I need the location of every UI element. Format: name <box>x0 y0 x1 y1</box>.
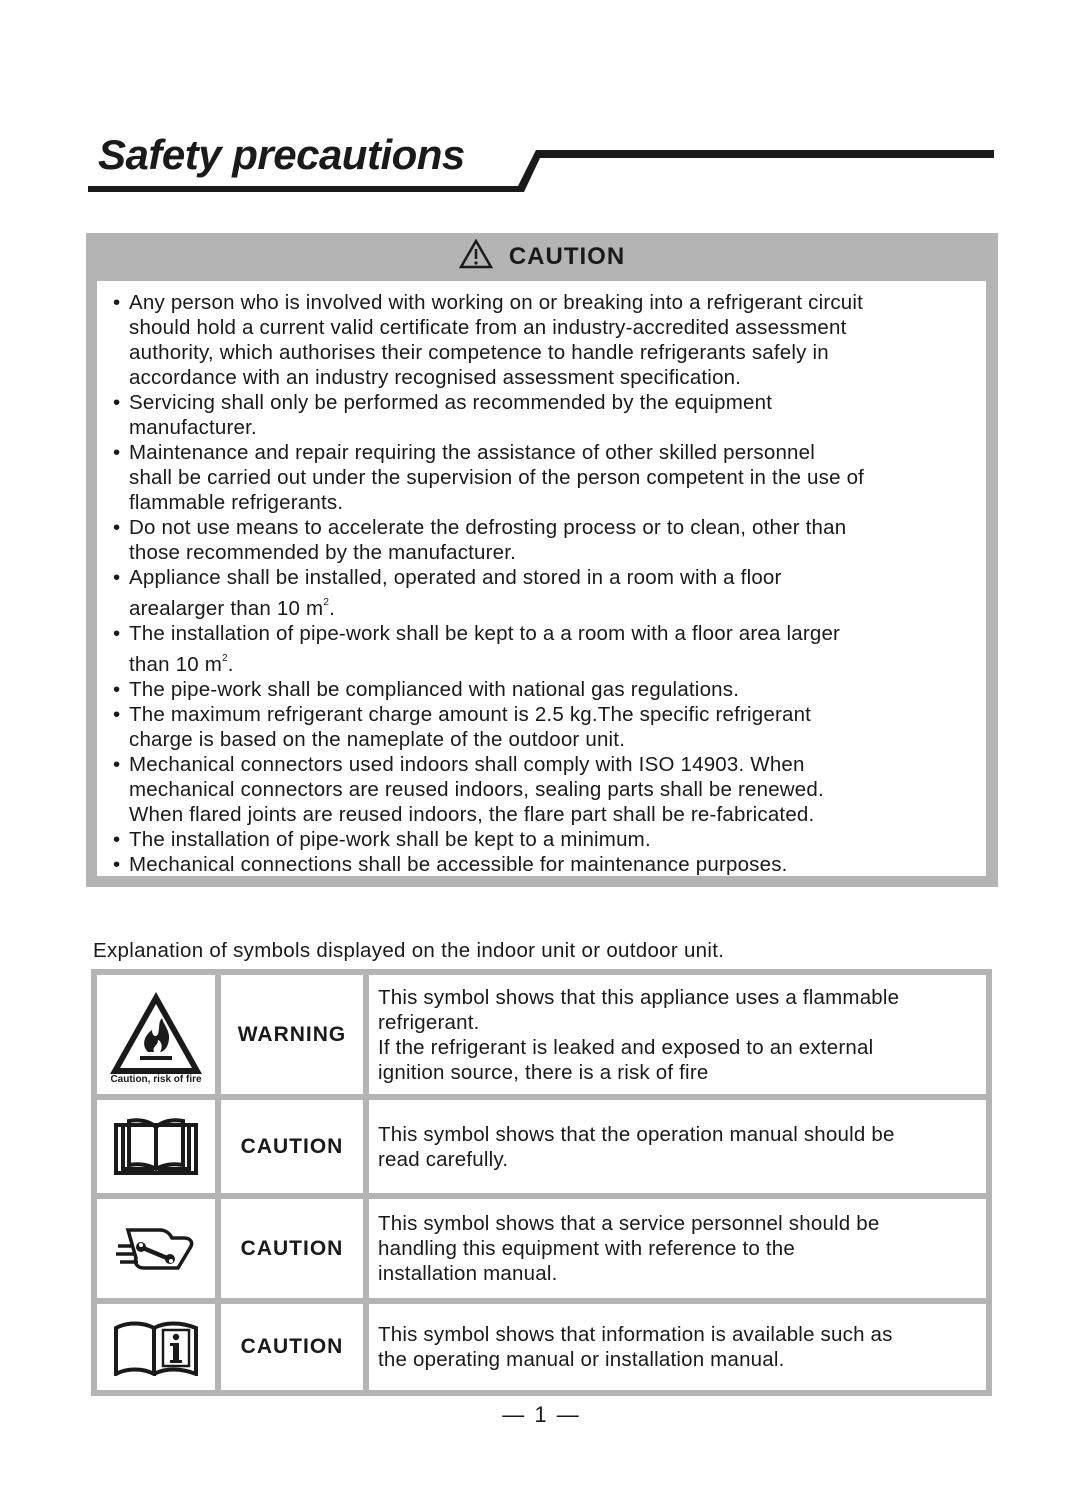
symbol-cell <box>94 1301 218 1393</box>
flammable-warning-icon <box>108 990 204 1076</box>
symbol-description-line: ignition source, there is a risk of fire <box>378 1060 709 1084</box>
caution-item-line: • Do not use means to accelerate the defrosting process or to clean, other than <box>129 516 847 539</box>
symbol-description <box>366 972 989 1097</box>
caution-item-line: • The maximum refrigerant charge amount is 2.5 kg.The specific refrigerant <box>129 703 812 726</box>
caution-item-line: authority, which authorises their competence to handle refrigerants safely in <box>129 341 829 364</box>
symbol-label: WARNING <box>218 972 366 1097</box>
symbol-description-line: This symbol shows that the operation manual should be <box>378 1122 895 1146</box>
page-title: Safety precautions <box>98 131 465 178</box>
symbol-description-line: This symbol shows that a service personnel should be <box>378 1212 880 1235</box>
caution-item-line: those recommended by the manufacturer. <box>129 541 517 564</box>
caution-item-line: shall be carried out under the supervision of the person competent in the use of <box>129 466 865 489</box>
caution-item-line: charge is based on the nameplate of the outdoor unit. <box>129 728 626 751</box>
symbol-description-line: read carefully. <box>378 1147 509 1171</box>
superscript: 2 <box>221 653 228 664</box>
symbol-label: CAUTION <box>218 1196 366 1301</box>
table-row <box>94 1301 989 1393</box>
symbol-description-line: the operating manual or installation manual. <box>378 1348 785 1371</box>
table-row <box>94 1196 989 1301</box>
caution-item-line: flammable refrigerants. <box>129 491 344 514</box>
caution-item-line: should hold a current valid certificate from an industry-accredited assessment <box>129 316 847 339</box>
caution-item-line <box>129 646 980 677</box>
symbol-label: CAUTION <box>218 1301 366 1393</box>
caution-item-line: • Appliance shall be installed, operated and stored in a room with a floor <box>129 566 782 589</box>
symbols-intro: Explanation of symbols displayed on the indoor unit or outdoor unit. <box>93 939 725 962</box>
information-manual-icon <box>113 1318 199 1376</box>
caution-item-line: mechanical connectors are reused indoors, sealing parts shall be renewed. <box>129 778 824 801</box>
symbol-description <box>366 1097 989 1196</box>
caution-header <box>86 233 998 281</box>
symbol-cell <box>94 1196 218 1301</box>
caution-item-line: manufacturer. <box>129 416 257 439</box>
caution-item-line <box>129 590 980 621</box>
caution-item-line: • Any person who is involved with working on or breaking into a refrigerant circuit <box>129 291 864 314</box>
caution-item-line: • Maintenance and repair requiring the assistance of other skilled personnel <box>129 441 816 464</box>
caution-item-text: arealarger than 10 m <box>129 597 324 620</box>
caution-item-line: • Servicing shall only be performed as recommended by the equipment <box>129 391 773 414</box>
symbol-description-line: This symbol shows that information is available such as <box>378 1323 893 1346</box>
warning-triangle-icon <box>459 239 493 269</box>
symbol-description-line: If the refrigerant is leaked and exposed to an external <box>378 1035 874 1059</box>
page-header <box>88 128 994 198</box>
caution-item <box>113 702 980 752</box>
caution-item <box>113 290 980 390</box>
caution-item <box>113 827 980 852</box>
caution-item <box>113 565 980 621</box>
caution-panel <box>86 233 998 887</box>
caution-item-line: • Mechanical connectors used indoors shall comply with ISO 14903. When <box>129 753 805 776</box>
caution-list-panel <box>97 281 986 876</box>
caution-item-suffix: . <box>329 597 335 620</box>
table-row <box>94 1097 989 1196</box>
caution-item <box>113 515 980 565</box>
caution-item <box>113 852 980 877</box>
caution-item-line: accordance with an industry recognised assessment specification. <box>129 366 742 389</box>
symbol-description <box>366 1301 989 1393</box>
fire-caption: Caution, risk of fire <box>110 1074 202 1085</box>
caution-item-line: • The pipe-work shall be complianced with national gas regulations. <box>129 678 740 701</box>
symbol-description-line: handling this equipment with reference to the <box>378 1237 795 1260</box>
symbol-description <box>366 1196 989 1301</box>
caution-item-line: When flared joints are reused indoors, the flare part shall be re-fabricated. <box>129 803 815 826</box>
superscript: 2 <box>323 597 330 608</box>
caution-item-line: • The installation of pipe-work shall be kept to a minimum. <box>129 828 651 851</box>
symbol-cell <box>94 972 218 1097</box>
symbol-description-line: This symbol shows that this appliance uses a flammable <box>378 985 900 1009</box>
symbol-description-line: installation manual. <box>378 1262 558 1285</box>
symbols-table <box>91 969 992 1396</box>
caution-item-line: • Mechanical connections shall be accessible for maintenance purposes. <box>129 853 788 876</box>
caution-item <box>113 752 980 827</box>
caution-item <box>113 390 980 440</box>
caution-heading: CAUTION <box>508 243 626 270</box>
caution-item <box>113 440 980 515</box>
table-row <box>94 972 989 1097</box>
symbol-label: CAUTION <box>218 1097 366 1196</box>
caution-item-line: • The installation of pipe-work shall be kept to a a room with a floor area larger <box>129 622 841 645</box>
caution-item <box>113 621 980 677</box>
caution-item-suffix: . <box>227 653 234 676</box>
operation-manual-icon <box>113 1117 199 1177</box>
caution-list <box>113 290 980 877</box>
page-number: — 1 — <box>502 1402 581 1427</box>
symbol-description-line: refrigerant. <box>378 1010 480 1034</box>
service-manual-icon <box>114 1224 198 1274</box>
symbol-cell <box>94 1097 218 1196</box>
caution-item-text: than 10 m <box>129 653 222 676</box>
caution-item <box>113 677 980 702</box>
